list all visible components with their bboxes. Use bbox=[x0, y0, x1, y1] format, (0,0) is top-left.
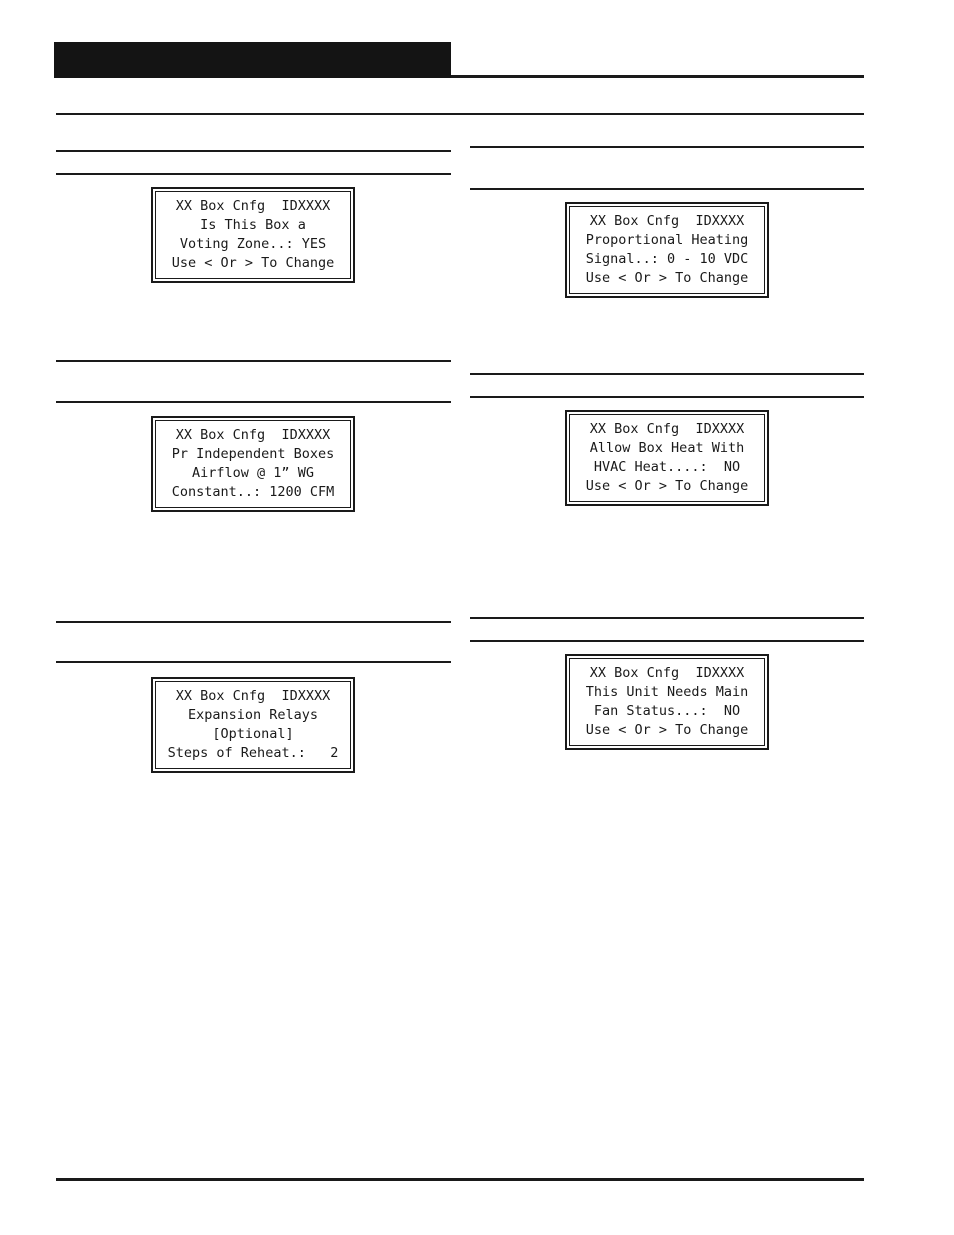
lcd-line: Steps of Reheat.: 2 bbox=[167, 744, 339, 761]
lcd-inner-frame bbox=[569, 414, 765, 502]
lcd-screen-voting-zone bbox=[151, 187, 355, 283]
lcd-line: Is This Box a bbox=[200, 217, 306, 234]
lcd-line: Pr Independent Boxes bbox=[171, 446, 335, 463]
right-rule-1b bbox=[470, 188, 864, 190]
lcd-line: Signal..: 0 - 10 VDC bbox=[585, 251, 749, 267]
lcd-inner-frame bbox=[155, 681, 351, 769]
lcd-line: [Optional] bbox=[212, 726, 294, 742]
lcd-line: XX Box Cnfg IDXXXX bbox=[175, 427, 331, 444]
lcd-screen-main-fan-status bbox=[565, 654, 769, 750]
left-rule-1a bbox=[56, 150, 451, 152]
header-rule bbox=[451, 75, 864, 78]
lcd-line: Allow Box Heat With bbox=[589, 440, 745, 457]
lcd-inner-frame bbox=[155, 191, 351, 279]
top-section-rule bbox=[56, 113, 864, 115]
footer-rule bbox=[56, 1178, 864, 1181]
lcd-line: XX Box Cnfg IDXXXX bbox=[175, 198, 331, 215]
lcd-line: Voting Zone..: YES bbox=[179, 236, 327, 252]
lcd-line: Expansion Relays bbox=[187, 707, 319, 724]
lcd-line: This Unit Needs Main bbox=[585, 684, 749, 701]
lcd-line: XX Box Cnfg IDXXXX bbox=[589, 213, 745, 230]
lcd-screen-independent-boxes bbox=[151, 416, 355, 512]
right-rule-3a bbox=[470, 617, 864, 619]
lcd-line: XX Box Cnfg IDXXXX bbox=[589, 421, 745, 438]
lcd-line: HVAC Heat....: NO bbox=[593, 459, 741, 475]
right-rule-2b bbox=[470, 396, 864, 398]
left-rule-2a bbox=[56, 360, 451, 362]
lcd-inner-frame bbox=[155, 420, 351, 508]
lcd-line: Use < Or > To Change bbox=[585, 269, 749, 286]
lcd-line: XX Box Cnfg IDXXXX bbox=[175, 688, 331, 705]
lcd-line: Use < Or > To Change bbox=[171, 254, 335, 271]
lcd-line: XX Box Cnfg IDXXXX bbox=[589, 665, 745, 682]
lcd-screen-proportional-heating bbox=[565, 202, 769, 298]
lcd-line: Fan Status...: NO bbox=[593, 703, 741, 719]
right-rule-3b bbox=[470, 640, 864, 642]
lcd-line: Constant..: 1200 CFM bbox=[171, 483, 335, 500]
lcd-line: Proportional Heating bbox=[585, 232, 749, 249]
header-bar bbox=[54, 42, 451, 78]
lcd-screen-expansion-relays bbox=[151, 677, 355, 773]
left-rule-2b bbox=[56, 401, 451, 403]
lcd-line: Use < Or > To Change bbox=[585, 477, 749, 494]
lcd-inner-frame bbox=[569, 658, 765, 746]
lcd-line: Airflow @ 1” WG bbox=[192, 465, 314, 481]
left-rule-3b bbox=[56, 661, 451, 663]
right-rule-1a bbox=[470, 146, 864, 148]
right-rule-2a bbox=[470, 373, 864, 375]
left-rule-3a bbox=[56, 621, 451, 623]
left-rule-1b bbox=[56, 173, 451, 175]
lcd-inner-frame bbox=[569, 206, 765, 294]
lcd-screen-box-heat bbox=[565, 410, 769, 506]
lcd-line: Use < Or > To Change bbox=[585, 721, 749, 738]
